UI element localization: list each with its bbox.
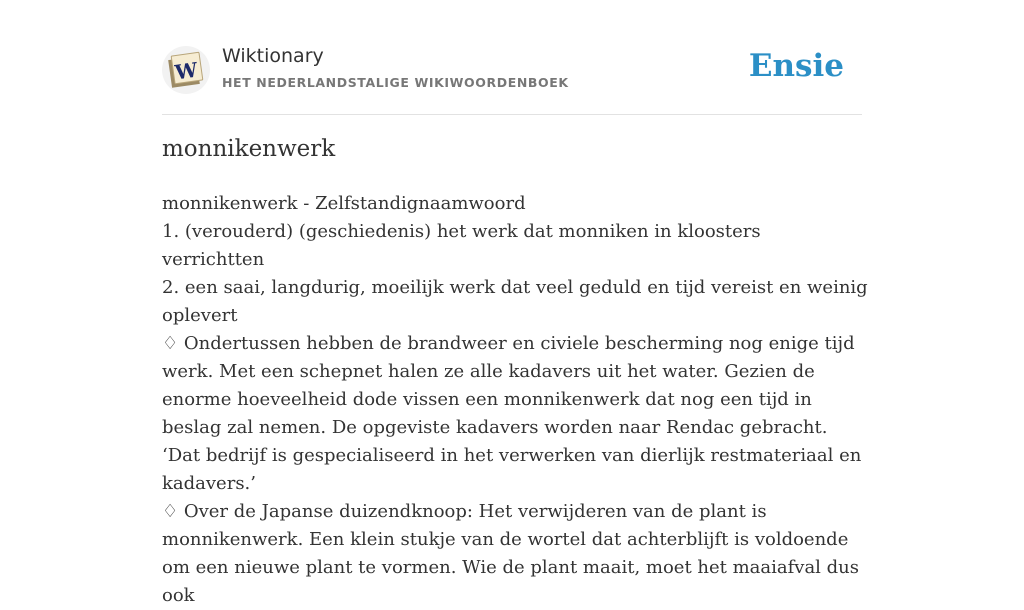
word-type-line: monnikenwerk - Zelfstandignaamwoord xyxy=(162,193,526,214)
example-1: ♢ Ondertussen hebben de brandweer en civiele bescherming nog enige tijd werk. Met een schepnet halen ze alle kadavers uit het water. Gezien de enorme hoeveelheid dode vissen een monnikenwerk dat nog een tijd in beslag zal nemen. De opgeviste kadavers worden naar Rendac gebracht. ‘Dat bedrijf is gespecialiseerd in het verwerken van dierlijk restmateriaal en kadavers.’ xyxy=(162,333,862,494)
brand-logo[interactable]: Ensie xyxy=(748,48,844,84)
wiktionary-logo-icon[interactable] xyxy=(162,46,210,94)
page-title: monnikenwerk xyxy=(162,136,336,162)
site-subtitle: HET NEDERLANDSTALIGE WIKIWOORDENBOEK xyxy=(222,75,569,90)
example-2: ♢ Over de Japanse duizendknoop: Het verwijderen van de plant is monnikenwerk. Een klein stukje van de wortel dat achterblijft is voldoende om een nieuwe plant te vormen. Wie de plant maait, moet het maaiafval dus ook xyxy=(162,501,860,606)
definition-1: 1. (verouderd) (geschiedenis) het werk dat monniken in kloosters verrichtten xyxy=(162,221,761,270)
definition-2: 2. een saai, langdurig, moeilijk werk dat veel geduld en tijd vereist en weinig oplevert xyxy=(162,277,868,326)
logo-tile xyxy=(167,51,205,89)
site-header xyxy=(162,44,862,115)
site-name[interactable]: Wiktionary xyxy=(222,45,324,67)
svg-text:W: W xyxy=(173,57,200,85)
definition-body xyxy=(162,190,868,610)
